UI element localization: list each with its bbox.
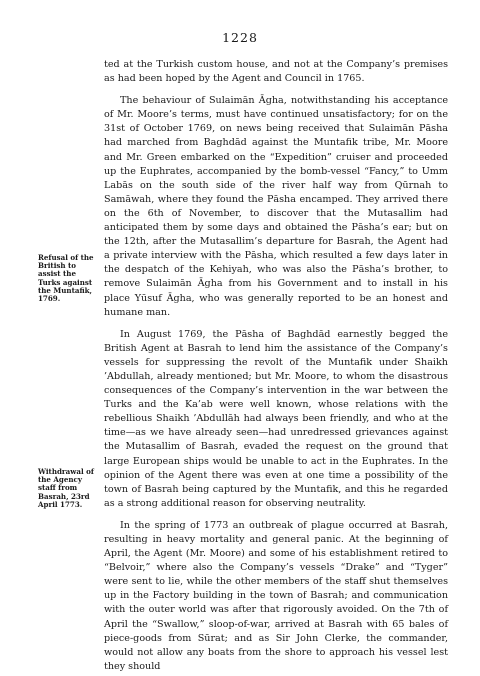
page-number: 1228	[222, 30, 258, 45]
marginal-note: Withdrawal of the Agency staff from Basrah, 23rd April 1773.	[38, 467, 94, 509]
paragraph: In the spring of 1773 an outbreak of plague occurred at Basrah, resulting in heavy mortality and general panic. At the beginning of April, the Agent (Mr. Moore) and some of his establishment retired to “Belvoir,” where also the Company’s vessels “Drake” and “Tyger” were sent to lie, while the other members of the staff shut themselves up in the Factory building in the town of Basrah; and communication with the outer world was after that rigorously avoided. On the 7th of April the “Swallow,” sloop-of-war, arrived at Basrah with 65 bales of piece-goods from Sūrat; and as Sir John Clerke, the commander, would not allow any boats from the shore to approach his vessel lest they should	[104, 519, 448, 672]
paragraph: ted at the Turkish custom house, and not at the Company’s premises as had been hoped by the Agent and Council in 1765.	[104, 59, 448, 85]
paragraph: In August 1769, the Pāsha of Baghdād earnestly begged the British Agent at Basrah to lend him the assistance of the Company’s vessels for suppressing the revolt of the Muntafik under Shaikh ’Abdullah, already mentioned; but Mr. Moore, to whom the disastrous consequences of the Company’s intervention in the war between the Turks and the Ka’ab were well known, whose relations with the rebellious Shaikh ’Abdullāh had always been friendly, and who at the time—as we have already seen—had unredressed grievances against the Mutasallim of Basrah, evaded the request on the ground that large European ships would be unable to act in the Euphrates. In the opinion of the Agent there was even at one time a possibility of the town of Basrah being captured by the Muntafik, and this he regarded as a strong additional reason for observing neutrality.	[104, 328, 448, 509]
paragraph: The behaviour of Sulaimān Āgha, notwithstanding his acceptance of Mr. Moore’s terms, must have continued unsatisfactory; for on the 31st of October 1769, on news being received that Sulaimān Pāsha had marched from Baghdād against the Muntafik tribe, Mr. Moore and Mr. Green embarked on the “Expedition” cruiser and proceeded up the Euphrates, accompanied by the bomb-vessel “Fancy,” to Umm Labās on the south side of the river half way from Qūrnah to Samāwah, where they found the Pāsha encamped. They arrived there on the 6th of November, to discover that the Mutasallim had anticipated them by some days and obtained the Pāsha’s ear; but on the 12th, after the Mutasallim’s departure for Basrah, the Agent had a private interview with the Pāsha, which resulted a few days later in the despatch of the Kehiyah, who was also the Pāsha’s brother, to remove Sulaimān Āgha from his Government and to install in his place Yūsuf Āgha, who was generally reported to be an honest and humane man.	[104, 95, 448, 318]
body-text	[104, 58, 448, 674]
marginal-note: Refusal of the British to assist the Turks against the Muntafik, 1769.	[38, 253, 94, 304]
